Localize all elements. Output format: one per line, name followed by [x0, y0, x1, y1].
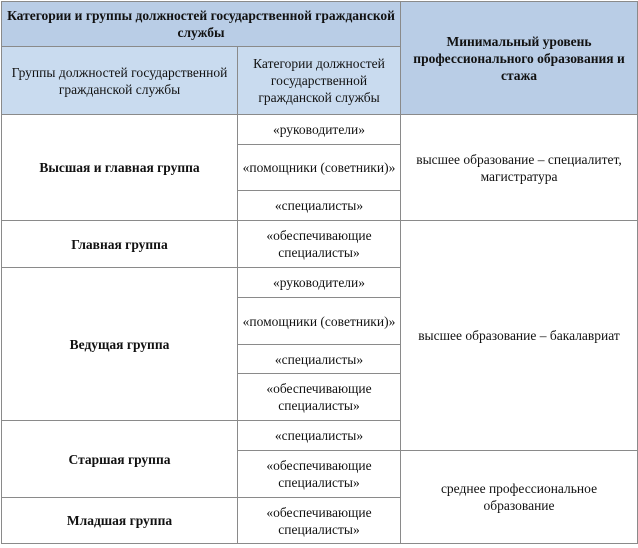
group-senior: Старшая группа — [2, 421, 238, 498]
group-main: Главная группа — [2, 221, 238, 268]
category-cell: «обеспечивающие специалисты» — [238, 221, 401, 268]
header-categories-column: Категории должностей государственной гражданской службы — [238, 47, 401, 115]
level-specialist-master: высшее образование – специалитет, магистратура — [401, 115, 638, 221]
category-cell: «руководители» — [238, 115, 401, 145]
category-cell: «обеспечивающие специалисты» — [238, 451, 401, 498]
header-categories-and-groups: Категории и группы должностей государственной гражданской службы — [2, 2, 401, 47]
category-cell: «обеспечивающие специалисты» — [238, 374, 401, 421]
civil-service-table — [1, 1, 638, 544]
category-cell: «помощники (советники)» — [238, 298, 401, 345]
group-highest-main: Высшая и главная группа — [2, 115, 238, 221]
category-cell: «специалисты» — [238, 345, 401, 374]
header-min-level: Минимальный уровень профессионального образования и стажа — [401, 2, 638, 115]
category-cell: «специалисты» — [238, 191, 401, 221]
level-secondary: среднее профессиональное образование — [401, 451, 638, 544]
level-bachelor: высшее образование – бакалавриат — [401, 221, 638, 451]
category-cell: «специалисты» — [238, 421, 401, 451]
category-cell: «помощники (советники)» — [238, 145, 401, 191]
category-cell: «обеспечивающие специалисты» — [238, 498, 401, 544]
group-junior: Младшая группа — [2, 498, 238, 544]
group-leading: Ведущая группа — [2, 268, 238, 421]
header-groups-column: Группы должностей государственной гражданской службы — [2, 47, 238, 115]
category-cell: «руководители» — [238, 268, 401, 298]
